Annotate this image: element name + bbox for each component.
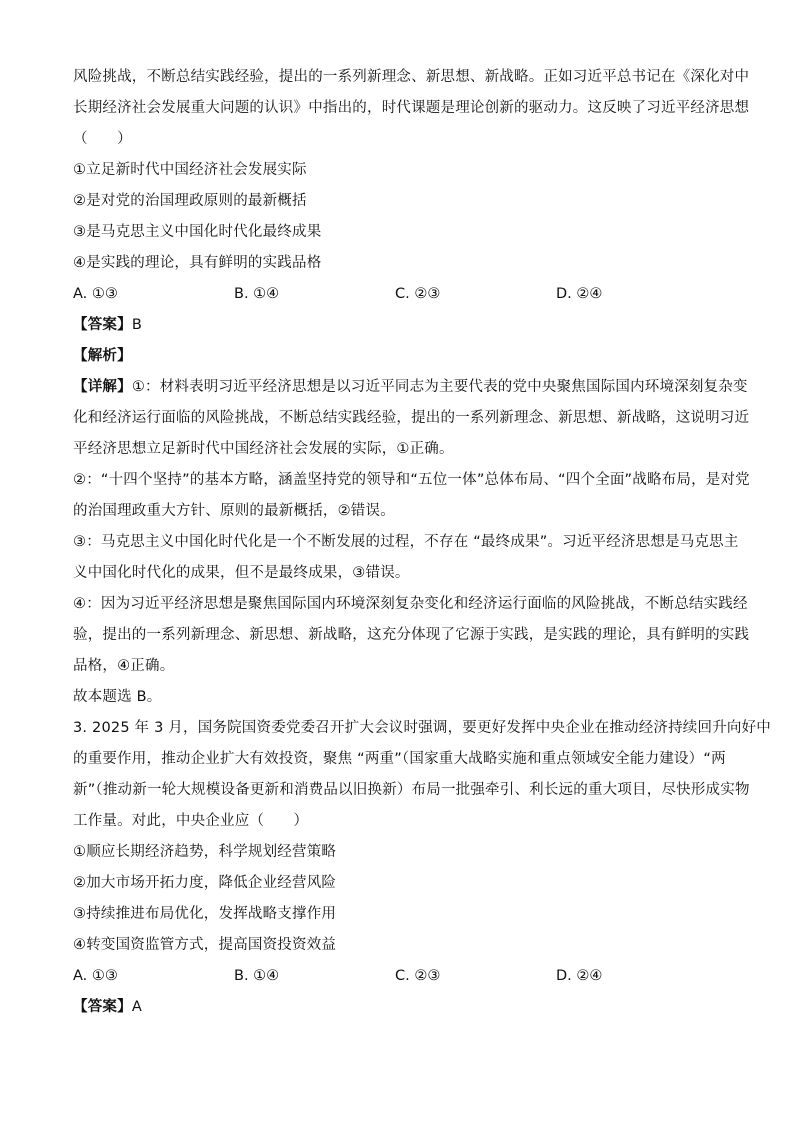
q2-option: ③是马克思主义中国化时代化最终成果: [73, 224, 322, 240]
q3-choice-a: A. ①③: [73, 968, 118, 984]
q2-option: ①立足新时代中国经济社会发展实际: [73, 162, 307, 178]
q2-detail-line: 验，提出的一系列新理念、新思想、新战略，这充分体现了它源于实践，是实践的理论，具有鲜明的实践: [73, 627, 750, 643]
document-page: [73, 62, 771, 1023]
q2-detail-line: 化和经济运行面临的风险挑战，不断总结实践经验，提出的一系列新理念、新思想、新战略，这说明习近: [73, 410, 750, 426]
q2-detail-line: 的治国理政重大方针、原则的最新概括，②错误。: [73, 503, 395, 519]
q3-answer-value: A: [131, 999, 142, 1015]
q3-choice-b: B. ①④: [234, 968, 280, 984]
q2-stem-line: 长期经济社会发展重大问题的认识》中指出的，时代课题是理论创新的驱动力。这反映了习近平经济思想: [73, 100, 750, 116]
q3-stem-line: 新”（推动新一轮大规模设备更新和消费品以旧换新）布局一批强牵引、利长远的重大项目，尽快形成实物: [73, 782, 750, 798]
q2-conclusion: 故本题选 B。: [73, 689, 162, 705]
q2-option: ④是实践的理论，具有鲜明的实践品格: [73, 255, 322, 271]
q2-detail-line: ②：“十四个坚持”的基本方略，涵盖坚持党的领导和“五位一体”总体布局、“四个全面”战略布局，是对党: [73, 472, 750, 488]
q2-detail-line: ③：马克思主义中国化时代化是一个不断发展的过程，不存在 “最终成果”。习近平经济思想是马克思主: [73, 534, 739, 550]
q2-stem-line: （ ）: [73, 131, 132, 147]
q2-option: ②是对党的治国理政原则的最新概括: [73, 193, 307, 209]
q2-answer: [73, 310, 723, 341]
q2-choices: [73, 279, 723, 310]
q3-choice-c: C. ②③: [395, 968, 441, 984]
q2-choice-b: B. ①④: [234, 286, 280, 302]
q2-detail-line: 品格，④正确。: [73, 658, 175, 674]
q2-stem-line: 风险挑战，不断总结实践经验，提出的一系列新理念、新思想、新战略。正如习近平总书记在《深化对中: [73, 69, 750, 85]
q2-answer-tag: 【答案】: [73, 317, 132, 333]
q3-choice-d: D. ②④: [556, 968, 603, 984]
q2-answer-value: B: [131, 317, 142, 333]
q2-detail-line: ④：因为习近平经济思想是聚焦国际国内环境深刻复杂变化和经济运行面临的风险挑战，不断总结实践经: [73, 596, 748, 612]
q2-detail-tag: 【详解】: [73, 379, 132, 395]
q3-option: ③持续推进布局优化，发挥战略支撑作用: [73, 906, 337, 922]
q2-detail-line: [73, 372, 748, 403]
q2-choice-c: C. ②③: [395, 286, 441, 302]
q3-answer: [73, 992, 723, 1023]
q2-analysis-heading: 【解析】: [73, 348, 132, 364]
q2-detail-line: 平经济思想立足新时代中国经济社会发展的实际，①正确。: [73, 441, 454, 457]
q3-stem-line: 的重要作用，推动企业扩大有效投资，聚焦 “两重”（国家重大战略实施和重点领域安全能力建设）“两: [73, 751, 726, 767]
q3-answer-tag: 【答案】: [73, 999, 132, 1015]
q3-choices: [73, 961, 723, 992]
q3-option: ②加大市场开拓力度，降低企业经营风险: [73, 875, 337, 891]
q2-choice-a: A. ①③: [73, 286, 118, 302]
q3-stem-line: 3. 2025 年 3 月，国务院国资委党委召开扩大会议时强调，要更好发挥中央企业在推动经济持续回升向好中: [73, 720, 771, 736]
q2-detail-text: ①：材料表明习近平经济思想是以习近平同志为主要代表的党中央聚焦国际国内环境深刻复杂变: [131, 379, 748, 395]
q3-stem-line: 工作量。对此，中央企业应（ ）: [73, 813, 309, 829]
q2-choice-d: D. ②④: [556, 286, 603, 302]
q3-option: ④转变国资监管方式，提高国资投资效益: [73, 937, 337, 953]
q2-detail-line: 义中国化时代化的成果，但不是最终成果，③错误。: [73, 565, 410, 581]
q3-option: ①顺应长期经济趋势，科学规划经营策略: [73, 844, 337, 860]
